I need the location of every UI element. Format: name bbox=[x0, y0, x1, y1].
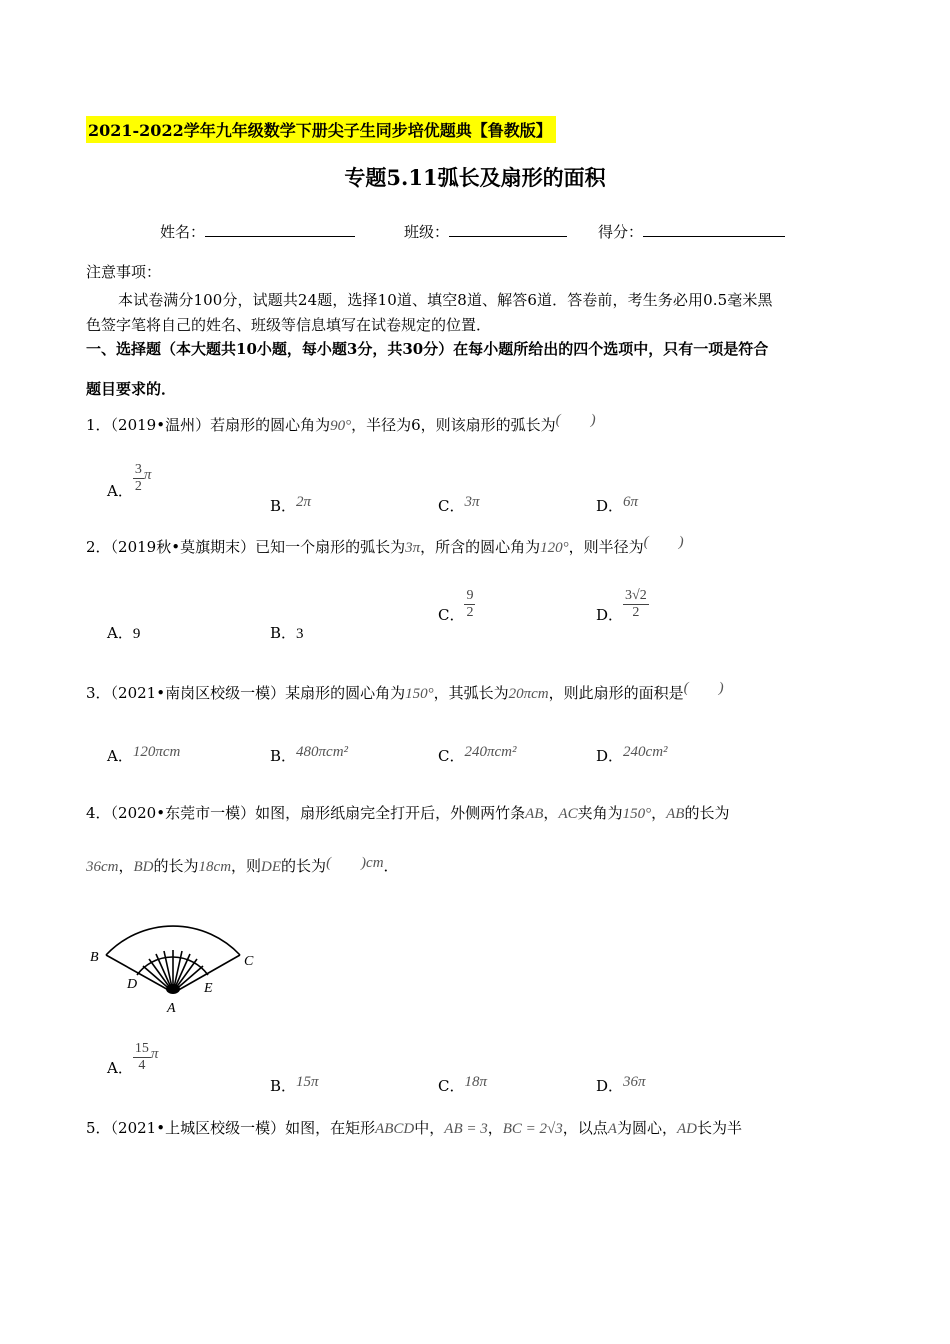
math-expr: 150° bbox=[405, 686, 434, 702]
question-source: （2021•南岗区校级一模） bbox=[110, 684, 286, 702]
question-text: 夹角为 bbox=[577, 804, 623, 822]
question-text: ，以点 bbox=[562, 1119, 608, 1137]
option-d[interactable] bbox=[596, 588, 649, 627]
option-b[interactable] bbox=[270, 622, 304, 643]
notice-heading: 注意事项： bbox=[86, 263, 162, 281]
fraction-den: 2 bbox=[134, 479, 142, 494]
question-text: 的长为 bbox=[281, 857, 327, 875]
question-source: （2020•东莞市一模） bbox=[110, 804, 256, 822]
option-d[interactable] bbox=[596, 745, 668, 766]
option-value: 18π bbox=[464, 1074, 487, 1090]
fraction bbox=[464, 588, 475, 621]
option-value: 120πcm bbox=[132, 744, 181, 760]
fraction bbox=[133, 1041, 151, 1074]
math-expr: ABCD bbox=[375, 1121, 415, 1137]
question-1 bbox=[86, 414, 596, 435]
question-text: 如图，在矩形 bbox=[285, 1119, 376, 1137]
math-expr: 150° bbox=[622, 806, 652, 822]
class-field bbox=[404, 221, 567, 242]
question-number: 1． bbox=[86, 416, 111, 434]
answer-paren: ( ) bbox=[683, 680, 724, 696]
option-a[interactable] bbox=[107, 462, 152, 503]
name-field bbox=[160, 221, 355, 242]
math-expr: BD bbox=[133, 859, 154, 875]
class-label: 班级： bbox=[404, 223, 450, 241]
math-expr: 36cm bbox=[86, 859, 119, 875]
question-text: ， bbox=[651, 804, 667, 822]
option-label: D． bbox=[596, 606, 624, 624]
option-label: C． bbox=[438, 606, 465, 624]
question-number: 3． bbox=[86, 684, 111, 702]
question-text: ，则半径为 bbox=[568, 538, 644, 556]
question-text: 长为半 bbox=[696, 1119, 742, 1137]
label-c: C bbox=[244, 954, 254, 969]
question-text: 某扇形的圆心角为 bbox=[285, 684, 406, 702]
option-b[interactable] bbox=[270, 495, 311, 516]
option-c[interactable] bbox=[438, 588, 475, 627]
notice-line1: 本试卷满分100分，试题共24题，选择10道、填空8道、解答6道．答卷前，考生务必用0.5毫米黑 bbox=[118, 291, 773, 309]
question-text: 的长为 bbox=[153, 857, 199, 875]
question-number: 5． bbox=[86, 1119, 111, 1137]
math-expr: 3π bbox=[405, 540, 421, 556]
option-value: 3 bbox=[296, 626, 304, 642]
fraction bbox=[623, 588, 649, 621]
math-expr: AB bbox=[525, 806, 544, 822]
answer-paren: ( ) bbox=[555, 412, 596, 428]
math-expr: 20πcm bbox=[508, 686, 549, 702]
fraction-den: 2 bbox=[466, 605, 474, 620]
option-label: C． bbox=[438, 497, 465, 515]
question-text: ， bbox=[543, 804, 559, 822]
question-text: 若扇形的圆心角为 bbox=[210, 416, 331, 434]
question-source: （2019秋•莫旗期末） bbox=[110, 538, 256, 556]
option-label: B． bbox=[270, 1077, 297, 1095]
option-value: 36π bbox=[623, 1074, 646, 1090]
math-expr: AC bbox=[558, 806, 578, 822]
math-expr: 120° bbox=[540, 540, 569, 556]
option-label: A． bbox=[107, 1059, 133, 1077]
option-c[interactable] bbox=[438, 1075, 487, 1096]
question-text: 如图，扇形纸扇完全打开后，外侧两竹条 bbox=[255, 804, 526, 822]
math-expr: AD bbox=[676, 1121, 697, 1137]
math-expr: AB bbox=[666, 806, 685, 822]
math-expr: A bbox=[607, 1121, 617, 1137]
question-source: （2021•上城区校级一模） bbox=[110, 1119, 286, 1137]
question-number: 4． bbox=[86, 804, 111, 822]
option-a[interactable] bbox=[107, 622, 140, 643]
option-value: 480πcm² bbox=[296, 744, 349, 760]
answer-paren: ( )cm bbox=[326, 855, 384, 871]
fan-pivot bbox=[166, 984, 180, 994]
answer-paren: ( ) bbox=[643, 534, 684, 550]
question-number: 2． bbox=[86, 538, 111, 556]
option-value: 6π bbox=[623, 494, 639, 510]
question-4-line1 bbox=[86, 802, 729, 823]
question-text: ，则此扇形的面积是 bbox=[548, 684, 684, 702]
label-d: D bbox=[127, 977, 138, 992]
option-label: D． bbox=[596, 497, 624, 515]
math-expr: 90° bbox=[330, 418, 352, 434]
option-value: 3π bbox=[464, 494, 480, 510]
question-text: ，则 bbox=[231, 857, 262, 875]
question-text: 中， bbox=[414, 1119, 445, 1137]
option-c[interactable] bbox=[438, 745, 517, 766]
question-source: （2019•温州） bbox=[110, 416, 211, 434]
fan-figure bbox=[86, 905, 276, 1020]
option-value: 15π bbox=[296, 1074, 319, 1090]
option-value: 240cm² bbox=[623, 744, 668, 760]
fraction-num: 3√2 bbox=[625, 588, 647, 603]
banner: 2021-2022学年九年级数学下册尖子生同步培优题典【鲁教版】 bbox=[86, 116, 556, 143]
option-a[interactable] bbox=[107, 1041, 159, 1080]
option-label: C． bbox=[438, 1077, 465, 1095]
score-label: 得分： bbox=[598, 223, 644, 241]
fraction-num: 3 bbox=[134, 462, 142, 477]
math-expr: DE bbox=[261, 859, 282, 875]
name-label: 姓名： bbox=[160, 223, 206, 241]
label-e: E bbox=[204, 981, 213, 996]
option-value: 240πcm² bbox=[464, 744, 517, 760]
math-expr: π bbox=[150, 1045, 159, 1062]
notice-line2: 色签字笔将自己的姓名、班级等信息填写在试卷规定的位置． bbox=[86, 316, 492, 334]
question-text: 已知一个扇形的弧长为 bbox=[255, 538, 406, 556]
math-expr: AB = 3 bbox=[444, 1121, 488, 1137]
option-label: B． bbox=[270, 624, 297, 642]
question-3 bbox=[86, 682, 724, 703]
question-4-line2 bbox=[86, 855, 399, 876]
page-title: 专题5.11弧长及扇形的面积 bbox=[344, 165, 606, 190]
option-label: B． bbox=[270, 497, 297, 515]
question-text: ， bbox=[118, 857, 134, 875]
math-expr: BC = 2√3 bbox=[502, 1121, 563, 1137]
fraction-den: 2 bbox=[632, 605, 640, 620]
option-d[interactable] bbox=[596, 495, 638, 516]
math-expr: 18cm bbox=[198, 859, 232, 875]
option-value: 2π bbox=[296, 494, 312, 510]
name-blank bbox=[205, 222, 355, 237]
label-b: B bbox=[90, 950, 99, 965]
fraction-num: 9 bbox=[466, 588, 474, 603]
question-text: ，所含的圆心角为 bbox=[420, 538, 541, 556]
question-text: 的长为 bbox=[684, 804, 730, 822]
option-label: D． bbox=[596, 1077, 624, 1095]
class-blank bbox=[449, 222, 567, 237]
option-a[interactable] bbox=[107, 745, 180, 766]
score-field bbox=[598, 221, 785, 242]
question-text: ， bbox=[487, 1119, 503, 1137]
option-label: C． bbox=[438, 747, 465, 765]
option-label: B． bbox=[270, 747, 297, 765]
option-b[interactable] bbox=[270, 1075, 319, 1096]
fraction-num: 15 bbox=[134, 1041, 149, 1056]
label-a: A bbox=[167, 1001, 176, 1016]
option-value: 9 bbox=[132, 626, 141, 642]
option-d[interactable] bbox=[596, 1075, 646, 1096]
math-expr: π bbox=[143, 466, 152, 483]
question-5 bbox=[86, 1117, 742, 1138]
section1-line1: 一、选择题（本大题共10小题，每小题3分，共30分）在每小题所给出的四个选项中，只有一项是符合 bbox=[86, 340, 769, 358]
fraction-den: 4 bbox=[138, 1058, 146, 1073]
fraction bbox=[133, 462, 144, 495]
option-b[interactable] bbox=[270, 745, 348, 766]
score-blank bbox=[643, 222, 785, 237]
option-label: A． bbox=[107, 624, 133, 642]
section1-line2: 题目要求的． bbox=[86, 380, 177, 398]
option-label: A． bbox=[107, 482, 133, 500]
question-text: 为圆心， bbox=[616, 1119, 677, 1137]
question-text: ，半径为6，则该扇形的弧长为 bbox=[351, 416, 556, 434]
option-label: D． bbox=[596, 747, 624, 765]
question-text: ，其弧长为 bbox=[433, 684, 509, 702]
option-label: A． bbox=[107, 747, 133, 765]
option-c[interactable] bbox=[438, 495, 480, 516]
question-2 bbox=[86, 536, 684, 557]
question-text: ． bbox=[383, 857, 399, 875]
